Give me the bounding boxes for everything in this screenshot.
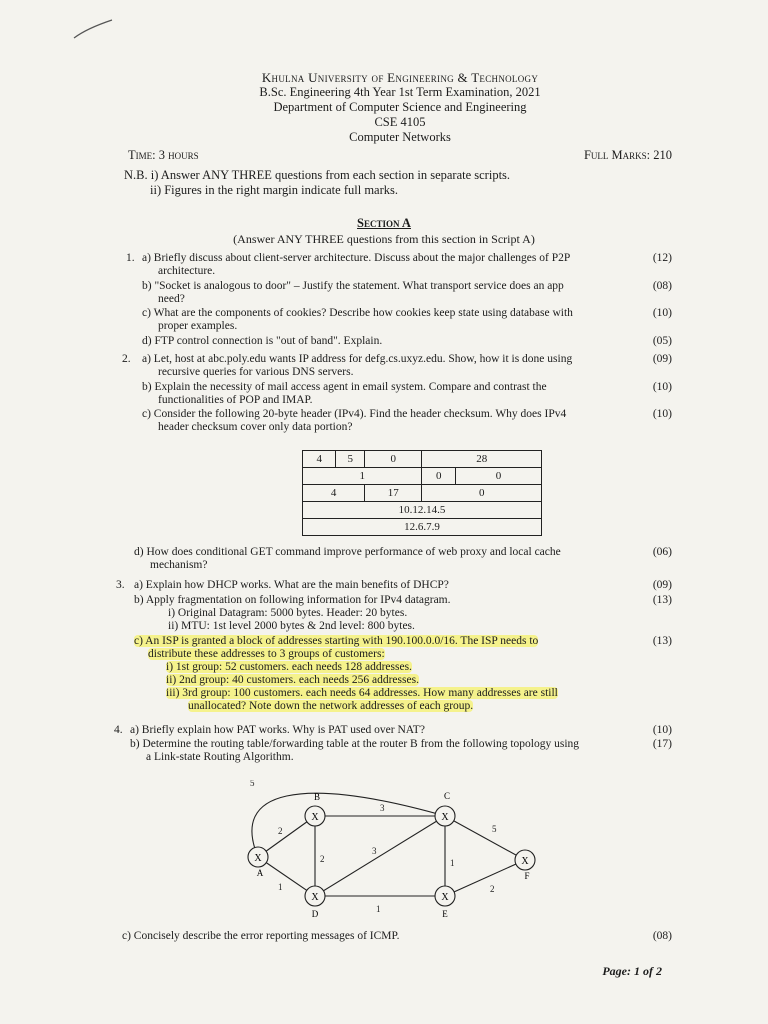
table-cell: 0 [422, 485, 542, 502]
section-note: (Answer ANY THREE questions from this section in Script A) [233, 232, 535, 246]
question-text: need? [158, 293, 185, 305]
marks: (10) [652, 381, 672, 393]
marks: (08) [652, 930, 672, 942]
edge-cost-label: 3 [372, 846, 377, 856]
marks: (06) [652, 546, 672, 558]
edge-cost-label: 1 [450, 858, 455, 868]
table-cell: 28 [422, 451, 542, 468]
table-cell: 1 [303, 468, 422, 485]
router-node-c [435, 791, 455, 826]
highlighted-text: i) 1st group: 52 customers. each needs 128 addresses. [166, 661, 412, 673]
edge-e-f [445, 860, 525, 896]
marks: (09) [652, 579, 672, 591]
edge-cost-label: 1 [376, 904, 381, 914]
node-label: D [311, 909, 319, 919]
question-text: a) Briefly explain how PAT works. Why is PAT used over NAT? [130, 724, 425, 736]
table-cell: 0 [455, 468, 541, 485]
question-text: header checksum cover only data portion? [158, 421, 353, 433]
question-text: i) Original Datagram: 5000 bytes. Header: 20 bytes. [168, 607, 408, 619]
question-number: 2. [122, 353, 131, 365]
edge-cost-label: 3 [380, 803, 385, 813]
question-text: ii) MTU: 1st level 2000 bytes & 2nd level: 800 bytes. [168, 620, 415, 632]
exam-meta [128, 148, 672, 163]
question-number: 1. [126, 252, 135, 264]
edge-c-f [445, 816, 525, 860]
highlighted-text: c) An ISP is granted a block of addresses starting with 190.100.0.0/16. The ISP needs to [134, 635, 539, 647]
marks: (10) [652, 724, 672, 736]
question-number: 4. [114, 724, 123, 736]
question-text: d) FTP control connection is "out of band". Explain. [142, 335, 383, 347]
question-1a [142, 252, 642, 278]
router-glyph: X [441, 812, 449, 823]
course-code: CSE 4105 [374, 115, 426, 129]
question-3a [134, 579, 634, 592]
node-label: C [443, 791, 451, 801]
edge-c-d [315, 816, 445, 896]
router-node-e [435, 886, 455, 919]
question-text: d) How does conditional GET command improve performance of web proxy and local cache [134, 546, 561, 558]
table-cell: 4 [303, 451, 336, 468]
table-cell: 5 [336, 451, 365, 468]
edge-cost-label: 2 [278, 826, 283, 836]
marks: (13) [652, 635, 672, 647]
question-text: b) "Socket is analogous to door" – Justify the statement. What transport service does an app [142, 280, 564, 292]
exam-header [150, 70, 650, 145]
question-1c [142, 307, 642, 333]
highlighted-text: iii) 3rd group: 100 customers. each needs 64 addresses. How many addresses are still [166, 687, 558, 699]
exam-title: B.Sc. Engineering 4th Year 1st Term Examination, 2021 [259, 85, 541, 99]
instruction-line: ii) Figures in the right margin indicate full marks. [150, 183, 398, 197]
marks: (09) [652, 353, 672, 365]
table-cell: 0 [365, 451, 422, 468]
course-title: Computer Networks [349, 130, 451, 144]
edge-cost-label: 2 [320, 854, 325, 864]
highlighted-text: unallocated? Note down the network addresses of each group. [188, 700, 474, 712]
table-cell: 17 [365, 485, 422, 502]
node-label: F [524, 871, 530, 881]
question-3b [134, 594, 634, 633]
question-text: c) Consider the following 20-byte header (IPv4). Find the header checksum. Why does IPv4 [142, 408, 567, 420]
university-name: Khulna University of Engineering & Technology [261, 70, 539, 85]
router-glyph: X [441, 892, 449, 903]
edge-cost-label: 5 [250, 780, 255, 788]
node-label: B [313, 792, 321, 802]
question-text: a Link-state Routing Algorithm. [146, 751, 294, 763]
question-4a [130, 724, 640, 737]
node-label: E [442, 909, 448, 919]
question-text: a) Briefly discuss about client-server architecture. Discuss about the major challenges of P2P [142, 252, 571, 264]
question-4c [122, 930, 622, 943]
question-text: b) Explain the necessity of mail access agent in email system. Compare and contrast the [142, 381, 547, 393]
question-text: proper examples. [158, 320, 238, 332]
marks: (05) [652, 335, 672, 347]
router-node-f [515, 850, 535, 881]
highlighted-text: distribute these addresses to 3 groups of customers: [148, 648, 385, 660]
question-text: functionalities of POP and IMAP. [158, 394, 313, 406]
instructions [124, 168, 510, 198]
table-cell: 12.6.7.9 [303, 519, 542, 536]
question-text: c) What are the components of cookies? Describe how cookies keep state using database with [142, 307, 573, 319]
full-marks: Full Marks: 210 [583, 148, 672, 162]
table-cell: 4 [303, 485, 365, 502]
time-limit: Time: 3 hours [128, 148, 199, 162]
question-1d [142, 335, 642, 348]
instruction-line: N.B. i) Answer ANY THREE questions from each section in separate scripts. [124, 168, 511, 182]
question-1b [142, 280, 642, 306]
page-number: Page: 1 of 2 [602, 964, 662, 978]
department-name: Department of Computer Science and Engineering [273, 100, 527, 114]
router-node-d [305, 886, 325, 919]
marks: (17) [652, 738, 672, 750]
router-node-b [305, 792, 325, 826]
pen-mark-icon [72, 18, 114, 40]
marks: (10) [652, 307, 672, 319]
router-glyph: X [311, 892, 319, 903]
question-text: b) Determine the routing table/forwarding table at the router B from the following topology using [130, 738, 580, 750]
edge-cost-label: 1 [278, 882, 283, 892]
node-label: A [256, 868, 264, 878]
table-cell: 10.12.14.5 [303, 502, 542, 519]
question-2d [134, 546, 644, 572]
question-number: 3. [116, 579, 125, 591]
question-3c [134, 635, 644, 713]
question-text: mechanism? [150, 559, 208, 571]
table-row [303, 519, 542, 536]
question-text: recursive queries for various DNS servers. [158, 366, 354, 378]
question-2a [142, 353, 642, 379]
question-2c [142, 408, 642, 434]
table-row [303, 502, 542, 519]
table-row [303, 468, 542, 485]
network-topology-diagram [240, 780, 550, 920]
question-text: b) Apply fragmentation on following information for IPv4 datagram. [134, 594, 451, 606]
marks: (13) [652, 594, 672, 606]
table-row [303, 451, 542, 468]
router-glyph: X [254, 853, 262, 864]
table-cell: 0 [422, 468, 455, 485]
highlighted-text: ii) 2nd group: 40 customers. each needs 256 addresses. [166, 674, 419, 686]
router-glyph: X [521, 856, 529, 867]
marks: (12) [652, 252, 672, 264]
router-node-a [248, 847, 268, 878]
edge-cost-label: 5 [492, 824, 497, 834]
question-text: architecture. [158, 265, 216, 277]
marks: (08) [652, 280, 672, 292]
question-2b [142, 381, 642, 407]
table-row [303, 485, 542, 502]
question-text: c) Concisely describe the error reporting messages of ICMP. [122, 930, 400, 942]
marks: (10) [652, 408, 672, 420]
section-title: Section A [357, 216, 411, 230]
question-text: a) Explain how DHCP works. What are the main benefits of DHCP? [134, 579, 449, 591]
ipv4-header-table [302, 450, 542, 536]
router-glyph: X [311, 812, 319, 823]
question-text: a) Let, host at abc.poly.edu wants IP address for defg.cs.uxyz.edu. Show, how it is done using [142, 353, 573, 365]
edge-cost-label: 2 [490, 884, 495, 894]
question-4b [130, 738, 650, 764]
